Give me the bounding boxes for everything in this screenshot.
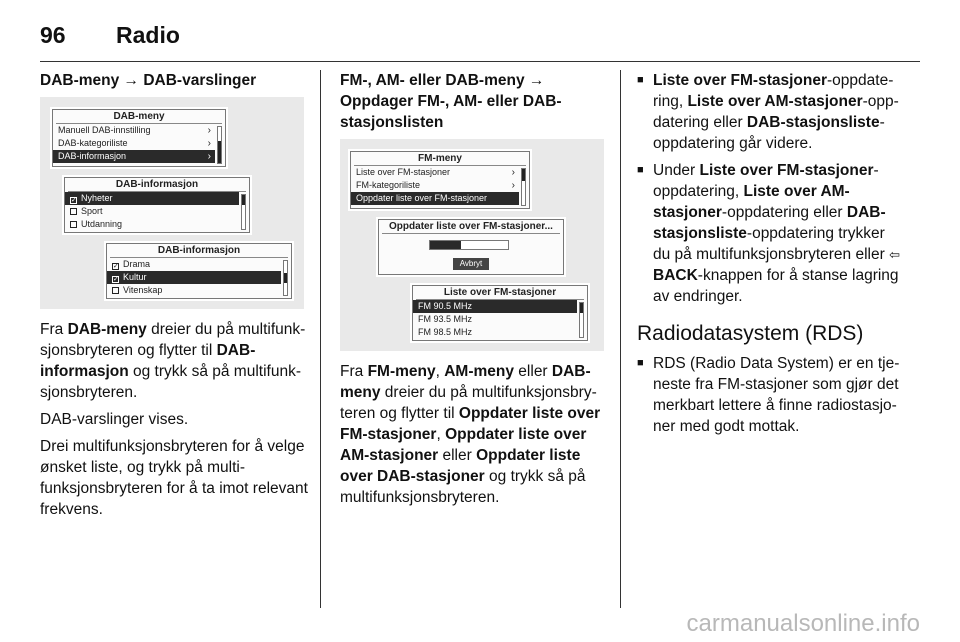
abort-button[interactable]: Avbryt (453, 258, 489, 270)
section-heading-dab-alerts: DAB-meny → DAB-varslinger (40, 72, 257, 89)
screen-dab-info-2 (106, 243, 292, 299)
list-item-selected[interactable]: FM 90.5 MHz (413, 300, 577, 313)
paragraph: DAB-varslinger vises. (40, 411, 189, 428)
scrollbar[interactable] (217, 126, 222, 164)
menu-item-selected[interactable]: Oppdater liste over FM-stasjoner (351, 192, 519, 205)
bullet-item: ■ RDS (Radio Data System) er en tjeneste fra FM-stasjoner som gjør det merkbart lettere å finne radiostasjoner med godt mottak. (637, 353, 905, 437)
checkbox-checked-icon: ✓ (71, 197, 77, 204)
checkbox-empty-icon (70, 208, 77, 215)
chevron-right-icon: › (207, 138, 211, 149)
column-divider-2 (620, 70, 621, 608)
paragraph: Drei multifunksjonsbryteren for å velge ønsket liste, og trykk på multifunksjonsbryteren for å ta imot relevant frekvens. (40, 438, 308, 518)
menu-item-selected[interactable]: ✓ Nyheter (65, 192, 239, 205)
chevron-right-icon: › (511, 167, 515, 178)
page-header (40, 18, 920, 62)
chevron-right-icon: › (207, 151, 211, 162)
menu-item[interactable]: ✓ Drama (113, 259, 151, 270)
checkbox-empty-icon (70, 221, 77, 228)
screen-fm-menu (350, 151, 530, 209)
menu-item[interactable]: DAB-kategoriliste › (58, 138, 211, 149)
menu-item[interactable]: Sport (65, 205, 239, 218)
menu-item[interactable]: Utdanning (65, 218, 239, 231)
bullet-item: ■ Liste over FM-stasjoner-oppdatering, Liste over AM-stasjoner-oppdatering eller DAB-stasjonsliste-oppdatering går videre. (637, 70, 905, 154)
menu-item-selected[interactable]: DAB-informasjon › (53, 150, 215, 163)
screen-title: DAB-informasjon (157, 245, 241, 256)
progress-fill (430, 241, 461, 249)
checkbox-checked-icon: ✓ (113, 276, 119, 283)
paragraph: Fra DAB-meny dreier du på multifunksjonsbryteren og flytter til DAB-informasjon og trykk så på multifunksjonsbryteren. (40, 321, 306, 401)
section-heading-update-lists: FM-, AM- eller DAB-meny → Oppdager FM-, AM- eller DAB-stasjonslisten (340, 72, 562, 131)
section-heading-rds: Radiodatasystem (RDS) (637, 322, 864, 345)
back-arrow-icon: ⇦ (889, 247, 900, 262)
page-title: Radio (116, 22, 180, 48)
figure-fm-menu (340, 139, 604, 351)
screen-title: Liste over FM-stasjoner (443, 287, 557, 298)
column-2 (340, 70, 608, 514)
screen-update-progress (378, 219, 564, 275)
list-item[interactable]: FM 98.5 MHz (418, 327, 473, 337)
screen-title: DAB-meny (113, 111, 165, 122)
chevron-right-icon: › (511, 180, 515, 191)
menu-item[interactable]: Manuell DAB-innstilling › (58, 125, 211, 136)
chevron-right-icon: › (207, 125, 211, 136)
checkbox-checked-icon: ✓ (113, 263, 119, 270)
column-divider-1 (320, 70, 321, 608)
scrollbar[interactable] (283, 260, 288, 296)
column-1 (40, 70, 308, 526)
screen-title: DAB-informasjon (115, 179, 199, 190)
list-item[interactable]: FM 93.5 MHz (418, 314, 473, 324)
bullet-item: ■ Under Liste over FM-stasjoner-oppdatering, Liste over AM-stasjoner-oppdatering eller DAB-stasjonsliste-oppdatering trykker du på multifunksjonsbryteren eller ⇦ BACK-knappen for å stanse lagring av endringer. (637, 160, 905, 307)
screen-fm-station-list (412, 285, 588, 341)
menu-item[interactable]: Liste over FM-stasjoner › (356, 167, 515, 178)
scrollbar[interactable] (521, 168, 526, 206)
menu-item[interactable]: FM-kategoriliste › (356, 180, 515, 191)
menu-item-selected[interactable]: ✓ Kultur (107, 271, 281, 284)
page-number: 96 (40, 22, 66, 48)
screen-dab-menu (52, 109, 226, 167)
column-3 (637, 70, 905, 443)
menu-item[interactable]: Vitenskap (107, 284, 281, 297)
scrollbar[interactable] (241, 194, 246, 230)
checkbox-empty-icon (112, 287, 119, 294)
header-rule (40, 61, 920, 62)
screen-dab-info-1 (64, 177, 250, 233)
screen-title: FM-meny (418, 153, 462, 164)
scrollbar[interactable] (579, 302, 584, 338)
figure-dab-menu (40, 97, 304, 309)
paragraph: Fra FM-meny, AM-meny eller DAB-meny dreier du på multifunksjonsbryteren og flytter til Oppdater liste over FM-stasjoner, Oppdater liste over AM-stasjoner eller Oppdater liste over DAB-stasjoner og trykk så på multifunksjonsbryteren. (340, 363, 601, 506)
screen-title: Oppdater liste over FM-stasjoner... (389, 221, 553, 232)
progress-bar (429, 240, 509, 250)
watermark: carmanualsonline.info (686, 610, 920, 637)
